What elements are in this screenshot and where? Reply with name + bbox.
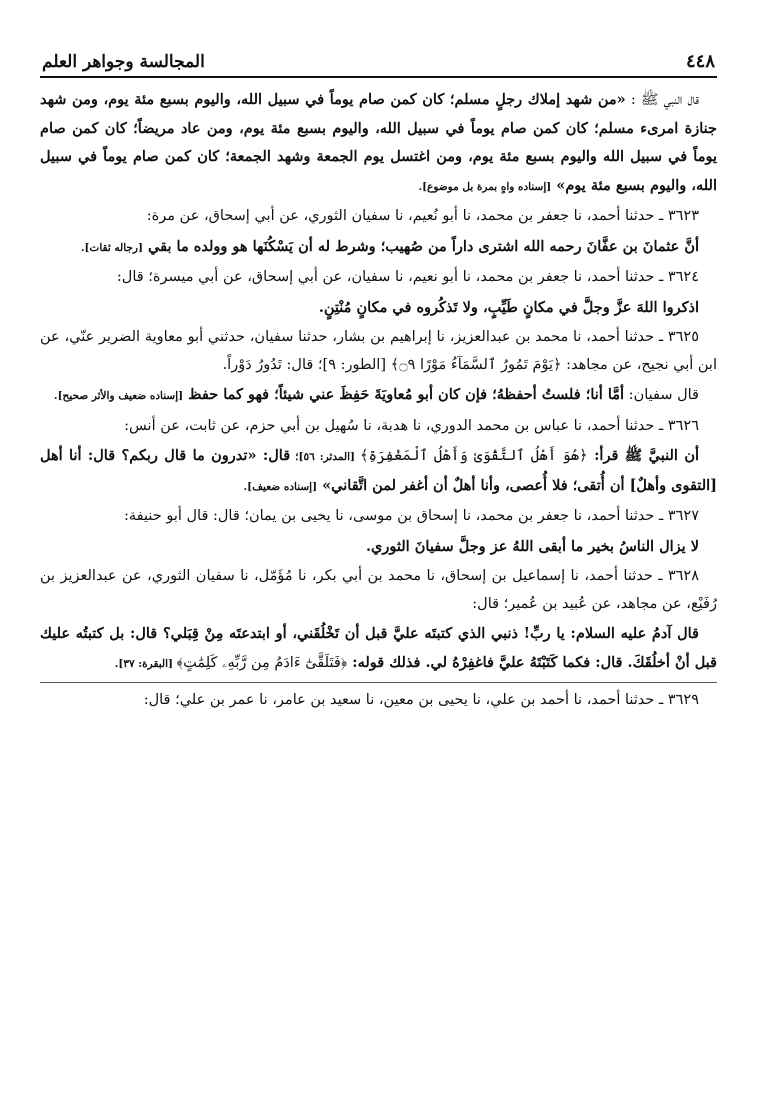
isnad-3628 <box>40 563 717 618</box>
isnad-3629 <box>40 687 717 715</box>
narration-intro: قال النبي ﷺ : <box>625 92 700 108</box>
header-rule <box>40 76 717 78</box>
isnad-text: ٣٦٢٥ ـ حدثنا أحمد، نا محمد بن عبدالعزيز، نا إبراهيم بن بشار، حدثنا سفيان، حدثني أبو معاوية الضرير عنّي، عن ابن أبي نجيح، عن مجاهد: <box>40 329 717 373</box>
verse-reference: [المدثر: ٥٦]؛ <box>290 451 360 463</box>
matn-3623 <box>40 233 717 263</box>
hadith-matn: أنَّ عثمانَ بن عفَّانَ رحمه الله اشترى داراً من صُهيب؛ وشرط له أن يَسْكُنَها هو وولده ما بقي <box>142 237 699 255</box>
hadith-text <box>40 86 717 201</box>
isnad-text: ٣٦٢٨ ـ حدثنا أحمد، نا إسماعيل بن إسحاق، نا محمد بن أبي بكر، نا مُؤَمّل، نا سفيان الثوري، عن عبدالعزيز بن رُفَيْع، عن مجاهد، عن عُبيد بن عُمير؛ قال: <box>40 568 717 612</box>
grading-note: [إسناده ضعيف والأثر صحيح]. <box>53 390 184 402</box>
isnad-text: ٣٦٢٧ ـ حدثنا أحمد، نا جعفر بن محمد، نا إسحاق بن موسى، نا يحيى بن يمان؛ قال: قال أبو حنيفة: <box>124 508 699 524</box>
quran-verse: ﴿هُوَ أَهْلُ ٱلتَّقْوَىٰ وَأَهْلُ ٱلْمَغْفِرَةِ﴾ <box>359 448 588 464</box>
quran-verse: ﴿يَوْمَ تَمُورُ ٱلسَّمَآءُ مَوْرًا ۝٩﴾ <box>390 356 562 373</box>
page-content <box>40 86 717 717</box>
isnad-3627 <box>40 503 717 531</box>
book-title: المجالسة وجواهر العلم <box>42 52 205 72</box>
isnad-text: ٣٦٢٦ ـ حدثنا أحمد، نا عباس بن محمد الدوري، نا هدبة، نا سُهيل بن أبي حزم، عن ثابت، عن أنس: <box>124 417 699 434</box>
matn-3626 <box>40 442 717 501</box>
isnad-3624 <box>40 264 717 292</box>
matn-3625 <box>40 381 717 411</box>
hadith-matn: قال: «تدرون ما قال ربكم؟ قال: أنا أهل [التقوى وأهلٌ] أن أُتقى؛ فلا أُعصى، وأنا أهلٌ أن أغفر لمن اتَّقاني» <box>40 447 717 494</box>
grading-note: [رجاله ثقات]. <box>80 241 143 254</box>
isnad-3623 <box>40 203 717 231</box>
verse-reference: [البقرة: ٣٧]. <box>114 657 177 670</box>
divider <box>40 682 717 683</box>
matn-3628 <box>40 620 717 678</box>
grading-note: [إسناده واهٍ بمرة بل موضوع]. <box>418 180 552 193</box>
grading-note: [إسناده ضعيف]. <box>243 480 318 493</box>
hadith-matn: أن النبيَّ ﷺ قرأ: <box>587 447 700 464</box>
isnad-text: ٣٦٢٤ ـ حدثنا أحمد، نا جعفر بن محمد، نا أبو نعيم، نا سفيان، عن أبي إسحاق، عن أبي ميسرة؛ قال: <box>116 269 699 285</box>
quran-verse: ﴿فَتَلَقَّىٰٓ ءَادَمُ مِن رَّبِّهِۦ كَلِمَٰتٍ﴾ <box>176 654 348 671</box>
hadith-matn: أمَّا أنا؛ فلستُ أحفظهُ؛ فإن كان أبو مُعاويَةَ حَفِظَ عني شيئاً؛ فهو كما حفظ <box>183 386 625 403</box>
hadith-matn: لا يزال الناسُ بخير ما أبقى اللهُ عز وجلَّ سفيانَ الثوري. <box>366 537 699 555</box>
page-number: ٤٤٨ <box>685 51 715 72</box>
isnad-3625 <box>40 324 717 379</box>
isnad-3626 <box>40 413 717 441</box>
hadith-matn: اذكروا اللهَ عزَّ وجلَّ في مكانٍ طَيِّبٍ، ولا تَذكُروه في مكانٍ مُنْتِنٍ. <box>318 298 699 316</box>
isnad-text: ٣٦٢٩ ـ حدثنا أحمد، نا أحمد بن علي، نا يحيى بن معين، نا سعيد بن عامر، نا عمر بن علي؛ قال: <box>143 692 699 708</box>
hadith-matn: «من شهد إملاك رجلٍ مسلم؛ كان كمن صام يوماً في سبيل الله، واليوم بسبع مئة يوم، ومن شهد جنازة امرىء مسلم؛ كان كمن صام يوماً في سبيل الله، واليوم بسبع مئة يوم، ومن عاد مريضاً؛ كان كمن صام يوماً في سبيل الله واليوم بسبع مئة يوم، ومن اغتسل يوم الجمعة وشهد الجمعة؛ كان كمن صام يوماً في سبيل الله، واليوم بسبع مئة يوم» <box>40 91 717 194</box>
verse-reference: [الطور: ٩]؛ قال: تَدُورُ دَوْراً. <box>222 356 391 373</box>
hadith-matn: قال آدمُ عليه السلام: يا ربِّ! ذنبي الذي كتبتَه عليَّ قبل أن تَخْلُقَني، أو ابتدعتَه مِنْ قِبَلي؟ قال: بل كتبتُه عليك قبل أنْ أخلُقَكَ. قال: فكما كَتَبْتَهُ عليَّ فاغفِرْهُ لي. فذلك قوله: <box>40 625 717 671</box>
isnad-text: ٣٦٢٣ ـ حدثنا أحمد، نا جعفر بن محمد، نا أبو نُعيم، نا سفيان الثوري، عن أبي إسحاق، عن مرة: <box>146 208 699 224</box>
page-header <box>42 40 715 72</box>
matn-3624 <box>40 294 717 323</box>
narration-intro: قال سفيان: <box>624 387 699 403</box>
matn-3627 <box>40 533 717 562</box>
